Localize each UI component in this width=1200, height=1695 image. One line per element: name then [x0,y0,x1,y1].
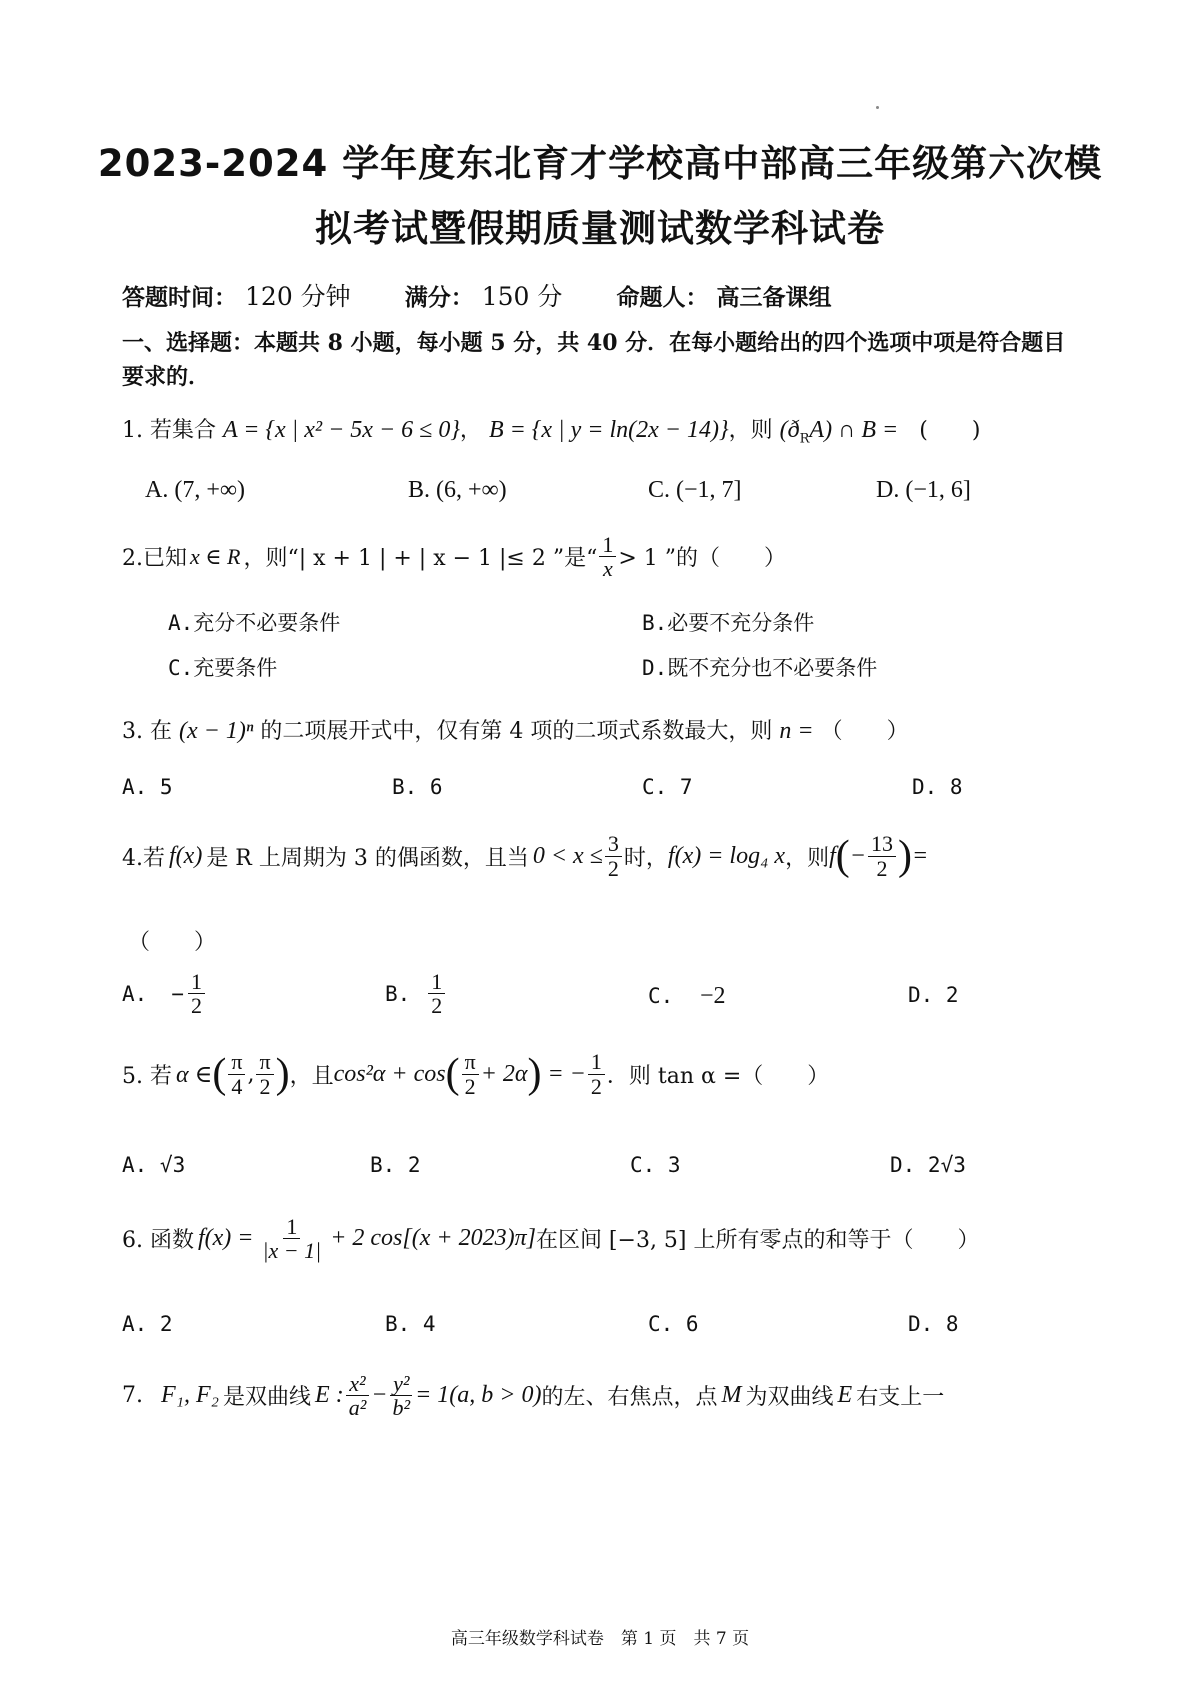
q4-f: f [829,842,836,869]
q7-equation: = 1(a, b > 0) [415,1382,542,1409]
q2-domain: x ∈ R [190,543,241,569]
exam-title-line1: 2023-2024 学年度东北育才学校高中部高三年级第六次模 [97,142,1103,185]
q1-option-a: A. (7, +∞) [145,477,245,503]
question-2 [122,533,786,580]
q1-option-b: B. (6, +∞) [408,477,507,503]
q7-minus: − [371,1382,388,1409]
speck [876,106,879,109]
q5-right-paren2: ) [527,1051,542,1097]
q4-option-b-numerator: 1 [428,970,445,994]
section-heading: 一、选择题：本题共 8 小题，每小题 5 分，共 40 分．在每小题给出的四个选项中项是符合题目要求的． [122,330,1066,390]
q7-curve-name: E : [315,1382,344,1409]
q2-denominator: x [602,556,613,582]
q2-option-c: C.充要条件 [168,656,278,680]
q4-option-b-denominator: 2 [431,993,443,1019]
q5-inner: + 2α [480,1060,528,1087]
q3-text: 的二项展开式中，仅有第 4 项的二项式系数最大，则 [260,719,773,744]
q6-numerator: 1 [283,1215,300,1239]
q2-option-b: B.必要不充分条件 [642,611,815,635]
q5-pi-a: π [228,1050,245,1074]
q4-option-c-label: C. [648,984,674,1008]
q5-frac-pi-4 [228,1050,245,1097]
q4-option-b-label: B. [385,981,411,1006]
q2-option-a: A.充分不必要条件 [168,611,341,635]
q1-answer-blank: ( ) [919,418,981,443]
question-4 [122,832,928,880]
q2-prefix: 2.已知 [122,546,187,572]
q5-and: ，且 [289,1063,334,1089]
q2-option-d: D.既不充分也不必要条件 [642,656,878,680]
q6-cos-term: + 2 cos[(x + 2023)π] [330,1225,536,1252]
q6-option-c: C. 6 [648,1312,699,1336]
q5-right-paren: ) [275,1051,290,1097]
q1-intersection: A) ∩ B = [809,417,899,443]
q6-option-a: A. 2 [122,1312,173,1336]
q4-when: 时， [623,845,668,871]
q2-fraction [599,533,616,580]
q7-b2: b² [392,1395,411,1421]
q7-prefix: 7. [122,1383,143,1409]
q4-left-paren: ( [835,833,850,879]
exam-title-line2: 拟考试暨假期质量测试数学科试卷 [315,207,885,250]
q7-curve-ref: E [837,1382,853,1409]
q4-prefix: 4.若 [122,845,165,871]
q4-option-a-label: A. [122,981,148,1006]
q5-alpha-in: α ∈ [175,1061,213,1088]
q4-condition: 0 < x ≤ [532,842,603,869]
q5-prefix: 5. 若 [122,1063,172,1089]
q4-condition-fraction [605,832,622,879]
q5-two-a: 2 [259,1073,271,1099]
author-value: 高三备课组 [716,284,832,311]
q6-fraction [259,1215,324,1262]
q1-then: ，则 [728,418,773,443]
question-7 [122,1372,944,1419]
q5-comma: , [247,1061,255,1087]
q6-text: 在区间 [−3, 5] 上所有零点的和等于（ ） [535,1228,980,1254]
q5-equals: = − [547,1060,586,1087]
q5-one: 1 [588,1050,605,1074]
q4-option-a-minus: − [171,981,184,1006]
q5-four: 4 [231,1073,243,1099]
q7-text4: 右支上一 [856,1385,945,1411]
q5-frac-half [588,1050,605,1097]
q7-text: 是双曲线 [223,1385,312,1411]
q2-numerator: 1 [599,533,616,557]
q5-left-paren2: ( [445,1051,460,1097]
q5-frac-pi-2 [256,1050,273,1097]
q4-answer-blank: （ ） [128,930,217,955]
q3-binomial: (x − 1)ⁿ [178,718,254,744]
q4-option-a-fraction [188,970,205,1017]
q6-option-d: D. 8 [908,1312,959,1336]
q7-y2: y² [390,1372,412,1396]
q2-suffix: > 1 ”的（ ） [618,546,787,572]
q4-option-c-value: −2 [699,983,726,1009]
q4-option-a-denominator: 2 [190,993,202,1019]
q3-prefix: 3. 在 [122,719,172,744]
q4-option-a-numerator: 1 [188,970,205,994]
q6-function: f(x) = [197,1225,254,1252]
q4-equals: = [911,842,929,869]
q2-condition: ，则“| x + 1 | + | x − 1 |≤ 2 ”是“ [243,546,598,572]
q4-cond-numerator: 3 [605,832,622,856]
q7-point: M [721,1382,742,1409]
q5-option-b: B. 2 [370,1153,421,1177]
q4-arg-denominator: 2 [876,855,888,881]
time-label: 答题时间： [122,284,237,311]
q3-answer-blank: （ ） [820,719,909,744]
q4-minus: − [849,842,866,869]
question-5 [122,1050,829,1098]
q4-definition: f(x) = log₄ x [667,842,786,869]
q4-cond-denominator: 2 [607,855,619,881]
exam-meta [122,277,831,313]
q3-n: n = [779,718,814,744]
q5-frac-pi-2b [462,1050,479,1097]
question-3 [122,714,909,745]
q4-function: f(x) [169,842,203,869]
q1-number: 1. 若集合 [122,418,216,443]
q4-option-d: D. 2 [908,983,959,1007]
q5-two-c: 2 [590,1073,602,1099]
q7-x2: x² [346,1372,368,1396]
q4-option-b [385,970,447,1017]
q7-text3: 为双曲线 [745,1385,834,1411]
q7-frac-y [390,1372,414,1419]
q5-pi-b: π [256,1050,273,1074]
q4-right-paren: ) [897,833,912,879]
q6-denominator: |x − 1| [262,1238,322,1264]
q4-option-b-fraction [428,970,445,1017]
q5-option-c: C. 3 [630,1153,681,1177]
q4-text: 是 R 上周期为 3 的偶函数，且当 [206,845,529,871]
q4-option-c [648,983,726,1010]
question-6 [122,1215,980,1262]
page-footer: 高三年级数学科试卷 第 1 页 共 7 页 [450,1629,750,1649]
q7-a2: a² [348,1395,367,1421]
q5-then: ．则 tan α =（ ） [606,1063,830,1089]
q3-option-d: D. 8 [912,775,963,799]
q6-option-b: B. 4 [385,1312,436,1336]
score-label: 满分： [404,284,474,311]
q7-foci: F₁, F₂ [161,1382,220,1409]
q4-arg-fraction [868,832,896,879]
time-value: 120 分钟 [245,282,351,311]
q3-option-c: C. 7 [642,775,693,799]
q1-set-b: B = {x | y = ln(2x − 14)} [488,417,729,443]
q5-left-paren: ( [212,1051,227,1097]
author-label: 命题人： [616,284,709,311]
q5-two-b: 2 [464,1073,476,1099]
q1-option-c: C. (−1, 7] [648,477,742,503]
q5-cos-expr: cos²α + cos [333,1060,446,1087]
q3-option-a: A. 5 [122,775,173,799]
q5-pi-c: π [462,1050,479,1074]
q1-subscript: R [799,431,810,447]
q5-option-a: A. √3 [122,1153,186,1177]
q1-set-a: A = {x | x² − 5x − 6 ≤ 0} [222,417,460,443]
q6-prefix: 6. 函数 [122,1228,194,1254]
question-1 [122,413,980,446]
q5-option-d: D. 2√3 [890,1153,966,1177]
q4-arg-numerator: 13 [868,832,896,856]
q1-separator: ， [459,418,482,443]
q1-option-d: D. (−1, 6] [876,477,971,503]
q7-text2: 的左、右焦点，点 [541,1385,718,1411]
q4-then: ，则 [785,845,830,871]
score-value: 150 分 [481,282,563,311]
q7-frac-x [346,1372,370,1419]
q3-option-b: B. 6 [392,775,443,799]
q1-complement: (ð [779,417,800,443]
q4-option-a [122,970,207,1017]
